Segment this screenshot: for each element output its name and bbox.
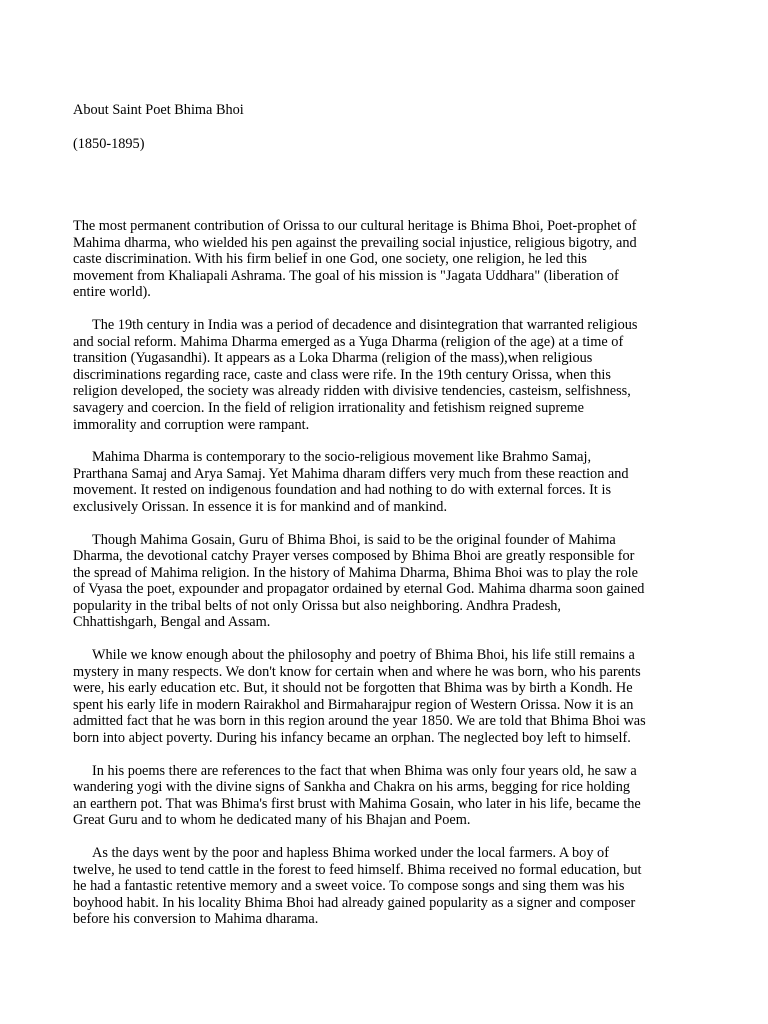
paragraph-line: religion developed, the society was already ridden with divisive tendencies, casteism, selfishness, <box>73 383 631 400</box>
paragraph-line: mystery in many respects. We don't know for certain when and where he was born, who his parents <box>73 663 641 680</box>
document-body <box>73 218 698 944</box>
paragraph-6 <box>73 763 698 829</box>
paragraph-2 <box>73 317 698 433</box>
paragraph-line: boyhood habit. In his locality Bhima Bhoi had already gained popularity as a signer and composer <box>73 894 636 911</box>
paragraph-line: Dharma, the devotional catchy Prayer verses composed by Bhima Bhoi are greatly responsible for <box>73 548 635 565</box>
paragraph-line: As the days went by the poor and hapless Bhima worked under the local farmers. A boy of <box>92 845 609 861</box>
paragraph-line: caste discrimination. With his firm belief in one God, one society, one religion, he led this <box>73 251 587 268</box>
paragraph-7 <box>73 845 698 928</box>
paragraph-line: were, his early education etc. But, it should not be forgotten that Bhima was by birth a Kondh. He <box>73 680 633 697</box>
paragraph-line: an earthern pot. That was Bhima's first brust with Mahima Gosain, who later in his life, became the <box>73 795 641 812</box>
paragraph-line: movement from Khaliapali Ashrama. The goal of his mission is "Jagata Uddhara" (liberation of <box>73 267 619 284</box>
paragraph-line: twelve, he used to tend cattle in the forest to feed himself. Bhima received no formal education, but <box>73 861 642 878</box>
document-title: About Saint Poet Bhima Bhoi <box>73 102 244 118</box>
paragraph-line: transition (Yugasandhi). It appears as a Loka Dharma (religion of the mass),when religious <box>73 350 593 367</box>
paragraph-line: movement. It rested on indigenous foundation and had nothing to do with external forces. It is <box>73 482 612 499</box>
paragraph-line: of Vyasa the poet, expounder and propagator ordained by eternal God. Mahima dharma soon gained <box>73 581 645 598</box>
paragraph-line: In his poems there are references to the fact that when Bhima was only four years old, he saw a <box>92 762 637 779</box>
paragraph-line: popularity in the tribal belts of not only Orissa but also neighboring. Andhra Pradesh, <box>73 597 562 614</box>
paragraph-line: admitted fact that he was born in this region around the year 1850. We are told that Bhima Bhoi was <box>73 713 646 730</box>
document-dates: (1850-1895) <box>73 136 145 152</box>
paragraph-line: before his conversion to Mahima dharama. <box>73 911 319 928</box>
paragraph-line: The most permanent contribution of Orissa to our cultural heritage is Bhima Bhoi, Poet-prophet of <box>73 218 637 234</box>
paragraph-line: and social reform. Mahima Dharma emerged as a Yuga Dharma (religion of the age) at a time of <box>73 333 624 350</box>
paragraph-line: discriminations regarding race, caste and class were rife. In the 19th century Orissa, when this <box>73 366 611 383</box>
paragraph-line: exclusively Orissan. In essence it is for mankind and of mankind. <box>73 498 448 515</box>
paragraph-line: While we know enough about the philosophy and poetry of Bhima Bhoi, his life still remains a <box>92 647 635 664</box>
paragraph-line: Great Guru and to whom he dedicated many of his Bhajan and Poem. <box>73 812 471 829</box>
paragraph-line: savagery and coercion. In the field of religion irrationality and fetishism reigned supreme <box>73 399 584 416</box>
paragraph-line: Though Mahima Gosain, Guru of Bhima Bhoi, is said to be the original founder of Mahima <box>92 531 616 548</box>
paragraph-line: Chhattishgarh, Bengal and Assam. <box>73 614 271 631</box>
paragraph-line: immorality and corruption were rampant. <box>73 416 310 433</box>
paragraph-line: Prarthana Samaj and Arya Samaj. Yet Mahima dharam differs very much from these reaction and <box>73 465 629 482</box>
paragraph-line: born into abject poverty. During his infancy became an orphan. The neglected boy left to himself. <box>73 730 631 747</box>
paragraph-1 <box>73 218 698 301</box>
paragraph-line: the spread of Mahima religion. In the history of Mahima Dharma, Bhima Bhoi was to play the role <box>73 564 638 581</box>
paragraph-line: Mahima dharma, who wielded his pen against the prevailing social injustice, religious bigotry, and <box>73 234 637 251</box>
paragraph-line: The 19th century in India was a period of decadence and disintegration that warranted religious <box>92 316 638 333</box>
paragraph-line: Mahima Dharma is contemporary to the socio-religious movement like Brahmo Samaj, <box>92 449 592 466</box>
paragraph-line: spent his early life in modern Rairakhol and Birmaharajpur region of Western Orissa. Now it is an <box>73 696 634 713</box>
paragraph-line: entire world). <box>73 284 151 301</box>
paragraph-5 <box>73 647 698 747</box>
paragraph-line: wandering yogi with the divine signs of Sankha and Chakra on his arms, begging for rice holding <box>73 779 631 796</box>
paragraph-4 <box>73 532 698 632</box>
paragraph-3 <box>73 449 698 515</box>
paragraph-line: he had a fantastic retentive memory and a sweet voice. To compose songs and sing them was his <box>73 878 625 895</box>
